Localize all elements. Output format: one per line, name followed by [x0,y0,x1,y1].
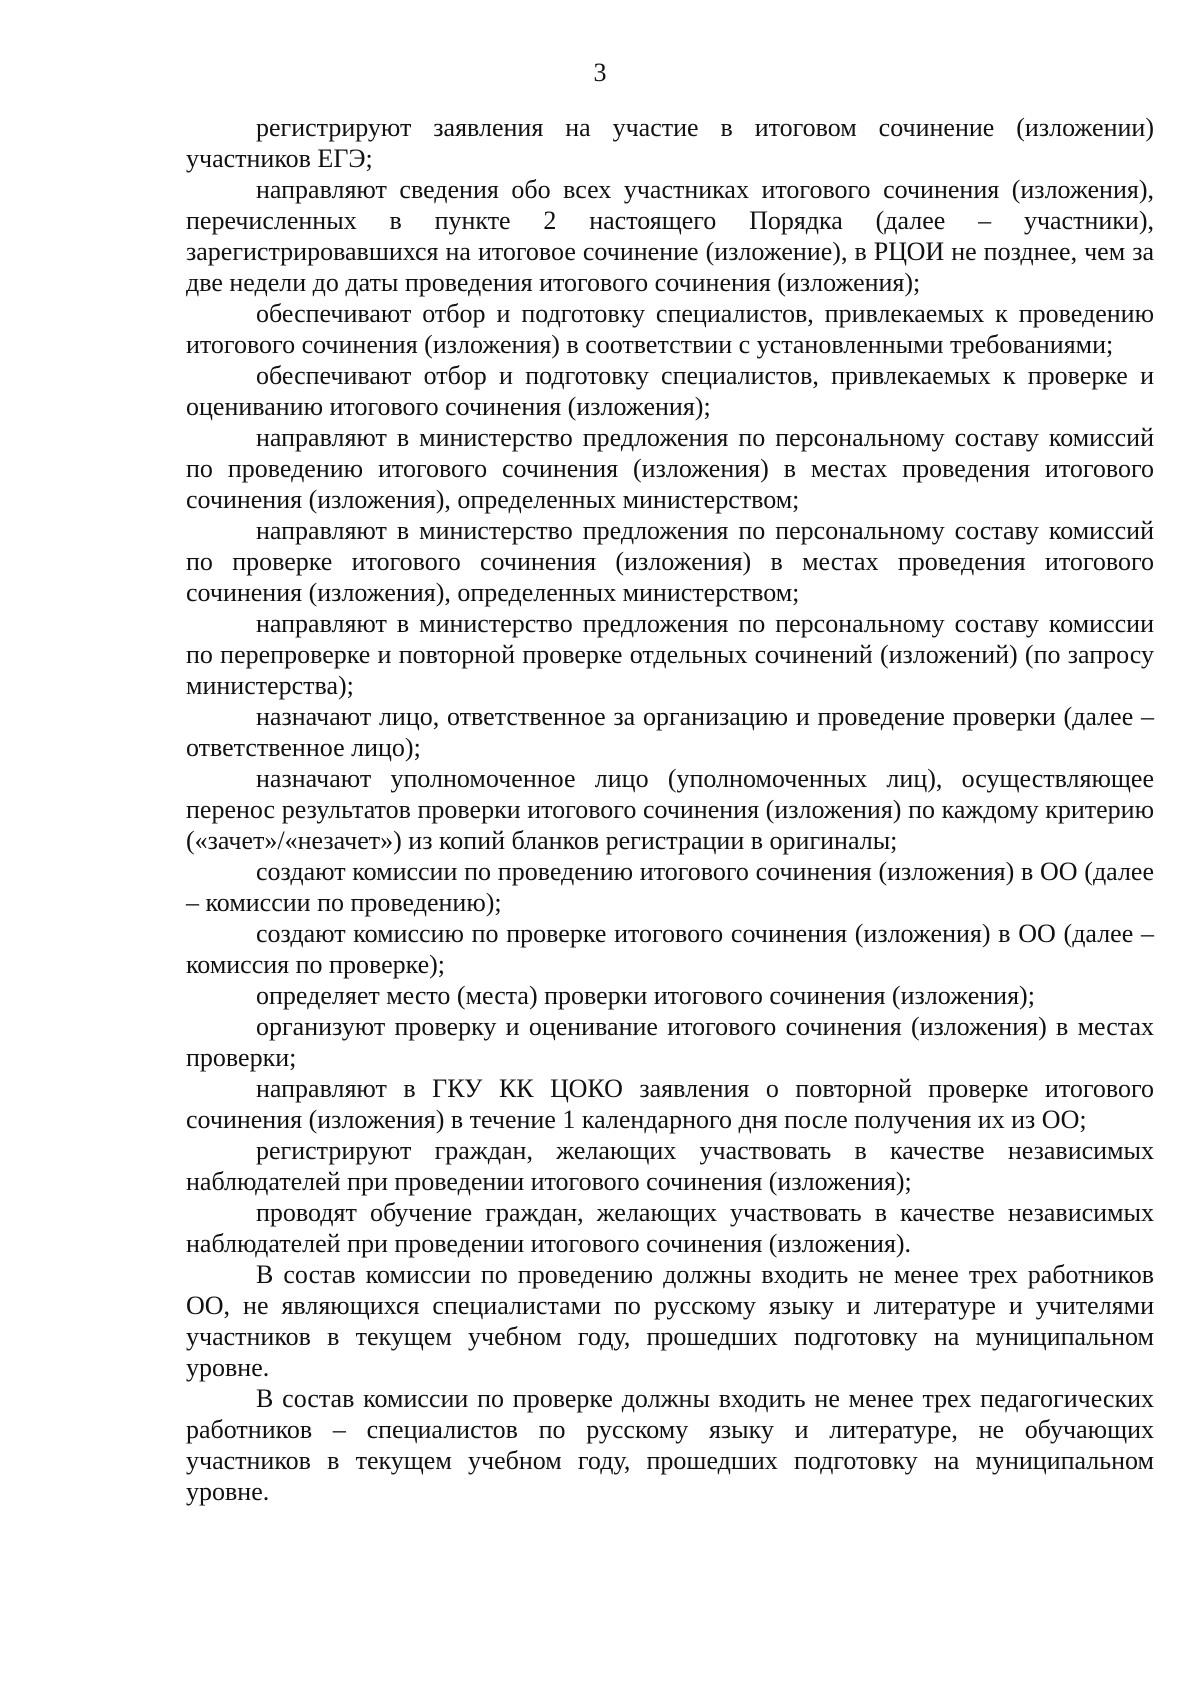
paragraph-17: В состав комиссии по проведению должны входить не менее трех работников ОО, не являющихся специалистами по русскому языку и литературе и учителями участников в текущем учебном году, прошедших подготовку на муниципальном уровне. [186,1260,1154,1382]
paragraph-1: регистрируют заявления на участие в итоговом сочинение (изложении) участников ЕГЭ; [186,113,1154,173]
paragraph-16: проводят обучение граждан, желающих участвовать в качестве независимых наблюдателей при проведении итогового сочинения (изложения). [186,1198,1154,1258]
paragraph-10: создают комиссии по проведению итогового сочинения (изложения) в ОО (далее – комиссии по проведению); [186,857,1154,917]
paragraph-8: назначают лицо, ответственное за организацию и проведение проверки (далее – ответственное лицо); [186,702,1154,762]
paragraph-13: организуют проверку и оценивание итогового сочинения (изложения) в местах проверки; [186,1012,1154,1072]
paragraph-14: направляют в ГКУ КК ЦОКО заявления о повторной проверке итогового сочинения (изложения) в течение 1 календарного дня после получения их из ОО; [186,1074,1154,1134]
paragraph-7: направляют в министерство предложения по персональному составу комиссии по перепроверке и повторной проверке отдельных сочинений (изложений) (по запросу министерства); [186,609,1154,700]
paragraph-9: назначают уполномоченное лицо (уполномоченных лиц), осуществляющее перенос результатов проверки итогового сочинения (изложения) по каждому критерию («зачет»/«незачет») из копий бланков регистрации в оригиналы; [186,764,1154,855]
document-body [186,112,1154,1507]
paragraph-2: направляют сведения обо всех участниках итогового сочинения (изложения), перечисленных в пункте 2 настоящего Порядка (далее – участники), зарегистрировавшихся на итоговое сочинение (изложение), в РЦОИ не позднее, чем за две недели до даты проведения итогового сочинения (изложения); [186,175,1154,297]
paragraph-3: обеспечивают отбор и подготовку специалистов, привлекаемых к проведению итогового сочинения (изложения) в соответствии с установленными требованиями; [186,299,1154,359]
paragraph-5: направляют в министерство предложения по персональному составу комиссий по проведению итогового сочинения (изложения) в местах проведения итогового сочинения (изложения), определенных министерством; [186,423,1154,514]
paragraph-12: определяет место (места) проверки итогового сочинения (изложения); [256,981,1035,1010]
paragraph-4: обеспечивают отбор и подготовку специалистов, привлекаемых к проверке и оцениванию итогового сочинения (изложения); [186,361,1154,421]
paragraph-11: создают комиссию по проверке итогового сочинения (изложения) в ОО (далее – комиссия по проверке); [186,919,1154,979]
page-number: 3 [593,58,607,87]
paragraph-18: В состав комиссии по проверке должны входить не менее трех педагогических работников – специалистов по русскому языку и литературе, не обучающих участников в текущем учебном году, прошедших подготовку на муниципальном уровне. [186,1384,1154,1506]
paragraph-6: направляют в министерство предложения по персональному составу комиссий по проверке итогового сочинения (изложения) в местах проведения итогового сочинения (изложения), определенных министерством; [186,516,1154,607]
paragraph-15: регистрируют граждан, желающих участвовать в качестве независимых наблюдателей при проведении итогового сочинения (изложения); [186,1136,1154,1196]
